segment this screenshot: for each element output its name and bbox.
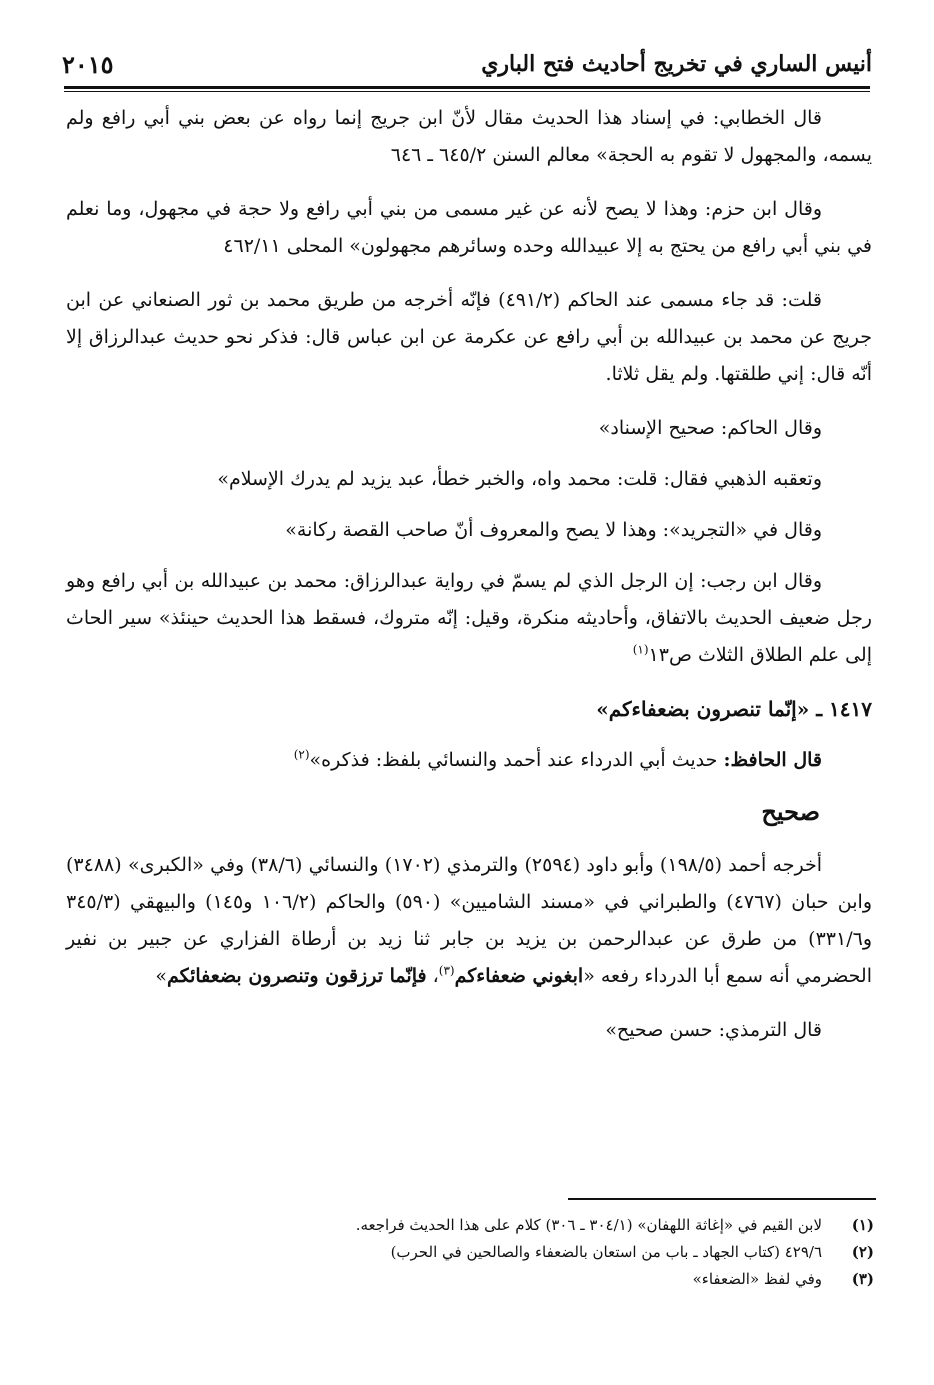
paragraph-hafiz	[66, 742, 872, 779]
takhrij-bold-2: فإنّما ترزقون وتنصرون بضعفائكم	[166, 965, 427, 987]
paragraph-tajrid: وقال في «التجريد»: وهذا لا يصح والمعروف أنّ صاحب القصة ركانة»	[285, 519, 822, 541]
running-title: أنيس الساري في تخريج أحاديث فتح الباري	[481, 51, 872, 77]
footnote-number: (١)	[851, 1216, 874, 1234]
footnote	[60, 1212, 874, 1239]
takhrij-bold-1: ابغوني ضعفاءكم	[454, 965, 584, 987]
footnote-rule	[568, 1198, 876, 1200]
footnote-number: (٢)	[851, 1243, 874, 1261]
grade-title: صحيح	[761, 797, 820, 826]
hadith-heading: ١٤١٧ ـ «إنّما تنصرون بضعفاءكم»	[596, 697, 872, 721]
hafiz-label: قال الحافظ:	[723, 749, 822, 771]
footnote-ref-2: (٢)	[293, 747, 310, 762]
header-rule-thin	[64, 91, 870, 92]
footnote	[60, 1266, 874, 1293]
footnotes	[60, 1212, 874, 1293]
page-number: ٢٠١٥	[62, 49, 114, 79]
paragraph-tirmidhi: قال الترمذي: حسن صحيح»	[605, 1019, 822, 1041]
footnote-text: لابن القيم في «إغاثة اللهفان» (٣٠٤/١ ـ ٣٠٦) كلام على هذا الحديث فراجعه.	[355, 1216, 822, 1234]
footnote-ref-3: (٣)	[438, 963, 455, 978]
paragraph-khattabi: قال الخطابي: في إسناد هذا الحديث مقال لأنّ ابن جريج إنما رواه عن بعض بني أبي رافع ولم يسمه، والمجهول لا تقوم به الحجة» معالم السنن ٦٤٥/٢ ـ ٦٤٦	[66, 107, 872, 166]
paragraph-ibn-rajab	[66, 563, 872, 674]
takhrij-text: أخرجه أحمد (١٩٨/٥) وأبو داود (٢٥٩٤) والترمذي (١٧٠٢) والنسائي (٣٨/٦) وفي «الكبرى» (٣٤٨٨) وابن حبان (٤٧٦٧) والطبراني في «مسند الشاميين» (٥٩٠) والحاكم (١٠٦/٢ و١٤٥) والبيهقي (٣٤٥/٣ و٣٣١/٦) من طرق عن عبدالرحمن بن يزيد بن جابر ثنا زيد بن أرطاة الفزاري عن جبير بن نفير الحضرمي أنه سمع أبا الدرداء رفعه «	[66, 854, 872, 987]
takhrij-sep: ،	[426, 965, 439, 987]
footnote-text: ٤٢٩/٦ (كتاب الجهاد ـ باب من استعان بالضعفاء والصالحين في الحرب)	[390, 1243, 822, 1261]
paragraph-ibn-hazm: وقال ابن حزم: وهذا لا يصح لأنه عن غير مسمى من بني أبي رافع ولا حجة في مجهول، وما نعلم في بني أبي رافع من يحتج به إلا عبيدالله وحده وسائرهم مجهولون» المحلى ٤٦٢/١١	[66, 198, 872, 257]
paragraph-qultu: قلت: قد جاء مسمى عند الحاكم (٤٩١/٢) فإنّه أخرجه من طريق محمد بن ثور الصنعاني عن ابن جريج عن محمد بن عبيدالله بن أبي رافع عن عكرمة عن ابن عباس قال: فذكر نحو حديث عبدالرزاق إلا أنّه قال: إني طلقتها. ولم يقل ثلاثا.	[66, 289, 872, 385]
takhrij-close: »	[155, 965, 167, 987]
paragraph-takhrij	[66, 847, 872, 995]
footnote-text: وفي لفظ «الضعفاء»	[692, 1270, 822, 1288]
ibn-rajab-text: وقال ابن رجب: إن الرجل الذي لم يسمّ في رواية عبدالرزاق: محمد بن عبيدالله بن أبي رافع وهو رجل ضعيف الحديث بالاتفاق، وأحاديثه منكرة، وقيل: إنّه متروك، فسقط هذا الحديث حينئذ» سير الحاث إلى علم الطلاق الثلاث ص١٣	[66, 570, 872, 666]
page-header	[62, 44, 872, 84]
header-rule	[64, 86, 870, 89]
hafiz-text: حديث أبي الدرداء عند أحمد والنسائي بلفظ: فذكره»	[309, 749, 718, 771]
main-text	[66, 100, 872, 1066]
footnote	[60, 1239, 874, 1266]
paragraph-dhahabi: وتعقبه الذهبي فقال: قلت: محمد واه، والخبر خطأ، عبد يزيد لم يدرك الإسلام»	[217, 468, 822, 490]
footnote-ref-1: (١)	[632, 642, 649, 657]
paragraph-hakim: وقال الحاكم: صحيح الإسناد»	[598, 417, 822, 439]
footnote-number: (٣)	[851, 1270, 874, 1288]
